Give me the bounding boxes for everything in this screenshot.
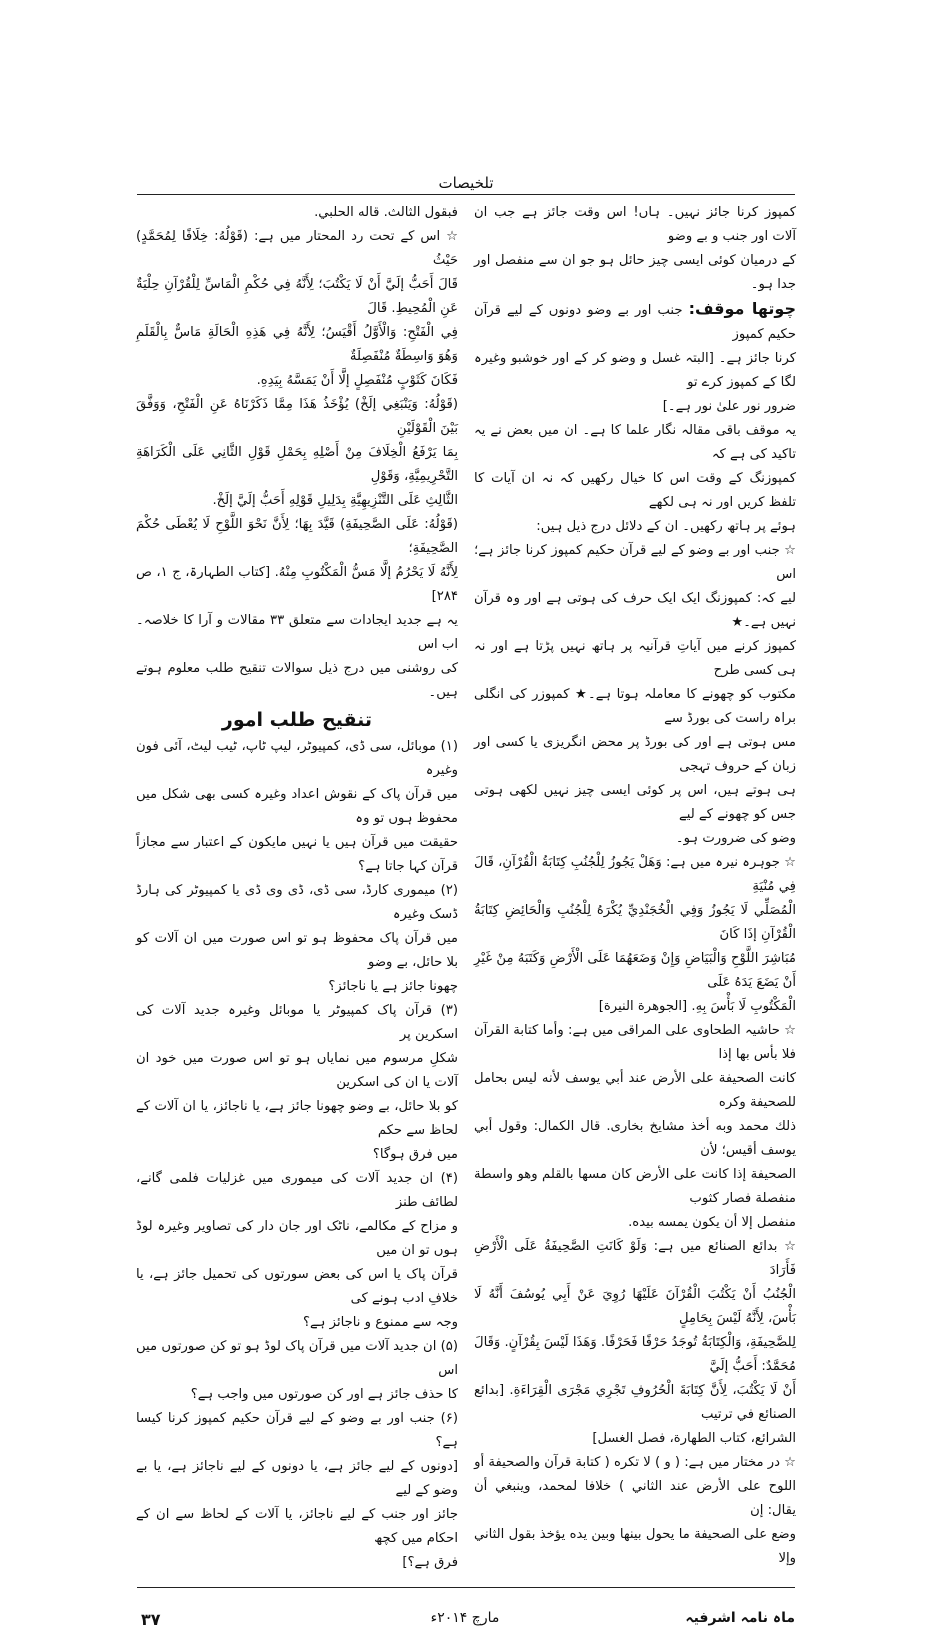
text-line: وجہ سے ممنوع و ناجائز ہے؟ [303, 1315, 458, 1330]
paragraph [136, 1335, 458, 1407]
text-line: ☆ بدائع الصنائع میں ہے: وَلَوْ كَانَتِ الصَّحِيفَةُ عَلَى الْأَرْضِ فَأَرَادَ [474, 1239, 796, 1278]
text-line: (۶) جنب اور بے وضو کے لیے قرآن حکیم کمپوز کرنا کیسا ہے؟ [136, 1411, 458, 1450]
text-line [474, 297, 796, 347]
text-line: کمپوز کرنا جائز نہیں۔ ہاں! اس وقت جائز ہے جب ان آلات اور جنب و بے وضو [474, 205, 796, 244]
paragraph [474, 419, 796, 539]
text-line: الْمُصَلِّي لَا يَجُوزُ وَفِي الْخُجَنْدِيِّ يُكْرَهُ لِلْجُنُبِ وَالْحَائِضِ كِتَابَةُ الْقُرْآنِ إذَا كَانَ [474, 903, 796, 942]
line-text: جنب اور بے وضو دونوں کے لیے قرآن حکیم کمپوز [474, 303, 796, 342]
text-line: فرق ہے؟] [402, 1555, 458, 1570]
paragraph [136, 393, 458, 513]
text-line: لِلصَّحِيفَةِ، وَالْكِتَابَةُ تُوجَدُ حَرْفًا فَحَرْفًا. وَهَذَا لَيْسَ بِقُرْآنٍ. وَقَالَ مُحَمَّدٌ: أَحَبُّ إلَيَّ [474, 1335, 796, 1374]
paragraph [474, 851, 796, 1019]
text-line: أَنْ لَا يَكْتُبَ، لِأَنَّ كِتَابَةَ الْحُرُوفِ تَجْرِي مَجْرَى الْقِرَاءَةِ. [بدائع الصنائع في ترتيب [474, 1383, 796, 1422]
text-line: مکتوب کو چھونے کا معاملہ ہوتا ہے۔★ کمپوزر کی انگلی براہ راست کی بورڈ سے [474, 687, 796, 726]
text-line: ہوئے پر ہاتھ رکھیں۔ ان کے دلائل درج ذیل ہیں: [536, 519, 796, 534]
text-line: [دونوں کے لیے جائز ہے، یا دونوں کے لیے ناجائز ہے، یا بے وضو کے لیے [136, 1459, 458, 1498]
paragraph [474, 201, 796, 297]
text-line: الصحيفة إذا كانت على الأرض كان مسها بالقلم وهو واسطة منفصلة فصار كثوب [474, 1167, 796, 1206]
text-line: میں قرآن پاک کے نقوش اعداد وغیرہ کسی بھی شکل میں محفوظ ہوں تو وہ [136, 787, 458, 826]
paragraph [136, 513, 458, 609]
paragraph [474, 1019, 796, 1235]
text-line: وضع على الصحيفة ما يحول بينها وبين يده يؤخذ بقول الثاني وإلا [474, 1527, 796, 1566]
text-line: ☆ حاشیہ الطحاوی علی المراقی میں ہے: وأما كتابة القرآن فلا بأس بها إذا [474, 1023, 796, 1062]
running-header: تلخیصات [438, 174, 494, 192]
text-line: کمپوزنگ کے وقت اس کا خیال رکھیں کہ نہ ان آیات کا تلفظ کریں اور نہ ہی لکھے [474, 471, 796, 510]
text-line: ہی ہوتے ہیں، اس پر کوئی ایسی چیز نہیں لکھی ہوتی جس کو چھونے کے لیے [474, 783, 796, 822]
section-heading: تنقیح طلب امور [221, 709, 373, 731]
text-line: فبقول الثالث. قاله الحلبي. [314, 205, 458, 220]
text-line: یہ ہے جدید ایجادات سے متعلق ۳۳ مقالات و آرا کا خلاصہ۔ اب اس [136, 613, 458, 652]
paragraph [136, 735, 458, 879]
paragraph [136, 999, 458, 1167]
text-line: الْجُنُبُ أَنْ يَكْتُبَ الْقُرْآنَ عَلَيْهَا رُوِيَ عَنْ أَبِي يُوسُفَ أَنَّهُ لَا بَأْسَ، لِأَنَّهُ لَيْسَ بِحَامِلٍ [474, 1287, 796, 1326]
text-line: ضرور نور علیٰ نور ہے۔] [662, 399, 796, 414]
paragraph [474, 539, 796, 851]
paragraph [136, 609, 458, 705]
text-line: قَالَ أَحَبُّ إلَيَّ أَنْ لَا يَكْتُبَ؛ لِأَنَّهُ فِي حُكْمِ الْمَاسِّ لِلْقُرْآنِ حِلْيَةٌ عَنِ الْمُحِيطِ. قَالَ [136, 277, 458, 316]
page-number: ۳۷ [141, 1610, 161, 1629]
text-line: لِأَنَّهُ لَا يَحْرُمُ إلَّا مَسُّ الْمَكْتُوبِ مِنْهُ. [کتاب الطہارۃ، ج ۱، ص ۲۸۴] [136, 565, 458, 604]
columns [136, 201, 796, 1575]
text-line: قرآن پاک یا اس کی بعض سورتوں کی تحمیل جائز ہے، یا خلافِ ادب ہونے کی [136, 1267, 458, 1306]
text-line: کمپوز کرنے میں آیاتِ قرآنیہ پر ہاتھ نہیں پڑتا ہے اور نہ ہی کسی طرح [474, 639, 796, 678]
text-line: الْمَكْتُوبِ لَا بَأْسَ بِهِ. [الجوهرة النيرة] [598, 999, 796, 1014]
text-line: ☆ در مختار میں ہے: ( و ) لا تكره ( كتابة قرآن والصحيفة أو [474, 1455, 796, 1470]
text-line: ☆ جنب اور بے وضو کے لیے قرآن حکیم کمپوز کرنا جائز ہے؛ اس [474, 543, 796, 582]
text-line: (قَوْلُهُ: عَلَى الصَّحِيفَةِ) قَيَّدَ بِهَا؛ لِأَنَّ نَحْوَ اللَّوْحِ لَا يُعْطَى حُكْمَ الصَّحِيفَةِ؛ [136, 517, 458, 556]
text-line: حقیقت میں قرآن ہیں یا نہیں مایکون کے اعتبار سے مجازاً قرآن کہا جاتا ہے؟ [136, 835, 458, 874]
text-line: فِي الْفَتْحِ: وَالْأَوَّلُ أَقْيَسُ؛ لِأَنَّهُ فِي هَذِهِ الْحَالَةِ مَاسٌّ بِالْقَلَمِ وَهُوَ وَاسِطَةٌ مُنْفَصِلَةٌ [136, 325, 458, 364]
text-line: میں قرآن پاک محفوظ ہو تو اس صورت میں ان آلات کو بلا حائل، بے وضو [136, 931, 458, 970]
left-column [136, 201, 458, 1575]
text-line: جائز اور جنب کے لیے ناجائز، یا آلات کے لحاظ سے ان کے احکام میں کچھ [136, 1507, 458, 1546]
text-line: چھونا جائز ہے یا ناجائز؟ [328, 979, 458, 994]
issue-date: مارچ ۲۰۱۴ء [430, 1610, 500, 1626]
paragraph [474, 1451, 796, 1571]
magazine-name: ماہ نامہ اشرفیہ [685, 1610, 795, 1626]
text-line: ☆ اس کے تحت رد المحتار میں ہے: (قَوْلُهُ: خِلَافًا لِمُحَمَّدٍ) حَيْثُ [136, 229, 458, 268]
text-line: (۲) میموری کارڈ، سی ڈی، ڈی وی ڈی یا کمپیوٹر کی ہارڈ ڈسک وغیرہ [136, 883, 458, 922]
header-rule [137, 194, 795, 195]
text-line: (۳) قرآن پاک کمپیوٹر یا موبائل وغیرہ جدید آلات کی اسکرین پر [136, 1003, 458, 1042]
text-line: میں فرق ہوگا؟ [372, 1147, 458, 1162]
text-line: یہ موقف باقی مقالہ نگار علما کا ہے۔ ان میں بعض نے یہ تاکید کی ہے کہ [474, 423, 796, 462]
text-line: (۴) ان جدید آلات کی میموری میں غزلیات فلمی گانے، لطائف طنز [136, 1171, 458, 1210]
paragraph [136, 1407, 458, 1575]
text-line: الثَّالِثِ عَلَى التَّنْزِيهِيَّةِ بِدَلِيلِ قَوْلِهِ أَحَبُّ إلَيَّ إلَخْ. [212, 493, 458, 508]
paragraph [474, 1235, 796, 1451]
text-line: منفصل إلا أن يكون يمسه بيده. [628, 1215, 796, 1230]
text-line: (قَوْلُهُ: وَيَنْبَغِي إلَخْ) يُؤْخَذُ هَذَا مِمَّا ذَكَرْنَاهُ عَنِ الْفَتْحِ، وَوَفَّقَ بَيْنَ الْقَوْلَيْنِ [136, 397, 458, 436]
text-line: کے درمیان کوئی ایسی چیز حائل ہو جو ان سے منفصل اور جدا ہو۔ [474, 253, 796, 292]
paragraph [136, 225, 458, 393]
text-line: مُبَاشِرَ اللَّوْحِ وَالْبَيَاضِ وَإِنْ وَضَعَهُمَا عَلَى الْأَرْضِ وَكَتَبَهُ مِنْ غَيْرِ أَنْ يَضَعَ يَدَهُ عَلَى [474, 951, 796, 990]
text-line: (۵) ان جدید آلات میں قرآن پاک لوڈ ہو تو کن صورتوں میں اس [136, 1339, 458, 1378]
text-line: وضو کی ضرورت ہو۔ [675, 831, 796, 846]
text-line: کو بلا حائل، بے وضو چھونا جائز ہے، یا ناجائز، یا ان آلات کے لحاظ سے حکم [136, 1099, 458, 1138]
text-line: مس ہوتی ہے اور کی بورڈ پر محض انگریزی یا کسی اور زبان کے حروف تہجی [474, 735, 796, 774]
paragraph [136, 201, 458, 225]
footer-rule [137, 1587, 795, 1588]
text-line: شکلِ مرسوم میں نمایاں ہو تو اس صورت میں خود ان آلات یا ان کی اسکرین [136, 1051, 458, 1090]
right-column [474, 201, 796, 1575]
text-line: كانت الصحيفة على الأرض عند أبي يوسف لأنه ليس بحامل للصحيفة وكره [474, 1071, 796, 1110]
paragraph [474, 297, 796, 419]
text-line: ☆ جوہرہ نیرہ میں ہے: وَهَلْ يَجُوزُ لِلْجُنُبِ كِتَابَةُ الْقُرْآنِ، قَالَ فِي مُنْيَةِ [474, 855, 796, 894]
text-line: کی روشنی میں درج ذیل سوالات تنقیح طلب معلوم ہوتے ہیں۔ [136, 661, 458, 700]
text-line: اللوح على الأرض عند الثاني ) خلافا لمحمد، وينبغي أن يقال: إن [474, 1479, 796, 1518]
paragraph [136, 879, 458, 999]
text-line: (۱) موبائل، سی ڈی، کمپیوٹر، لیپ ٹاپ، ٹیب لیٹ، آئی فون وغیرہ [136, 739, 458, 778]
footer [137, 1600, 795, 1640]
text-line: و مزاح کے مکالمے، ناٹک اور جان دار کی تصاویر وغیرہ لوڈ ہوں تو ان میں [136, 1219, 458, 1258]
text-line: فَكَانَ كَثَوْبٍ مُنْفَصِلٍ إلَّا أَنْ يَمَسَّهُ بِيَدِهِ. [256, 373, 458, 388]
text-line: الشرائع، كتاب الطهارة، فصل الغسل] [592, 1431, 796, 1446]
text-line: بِمَا يَرْفَعُ الْخِلَافَ مِنْ أَصْلِهِ بِحَمْلِ قَوْلِ الثَّانِي عَلَى الْكَرَاهَةِ التَّحْرِيمِيَّةِ، وَقَوْلِ [136, 445, 458, 484]
text-line: لیے کہ: کمپوزنگ ایک ایک حرف کی ہوتی ہے اور وہ قرآن نہیں ہے۔★ [474, 591, 796, 630]
text-line: ذلك محمد وبه أخذ مشايخ بخارى. قال الكمال: وقول أبي يوسف أقيس؛ لأن [474, 1119, 796, 1158]
text-line: کرنا جائز ہے۔ [البتہ غسل و وضو کر کے اور خوشبو وغیرہ لگا کے کمپوز کرے تو [474, 351, 796, 390]
lead-label: چوتھا موقف: [688, 299, 796, 318]
text-line: کا حذف جائز ہے اور کن صورتوں میں واجب ہے؟ [190, 1387, 458, 1402]
